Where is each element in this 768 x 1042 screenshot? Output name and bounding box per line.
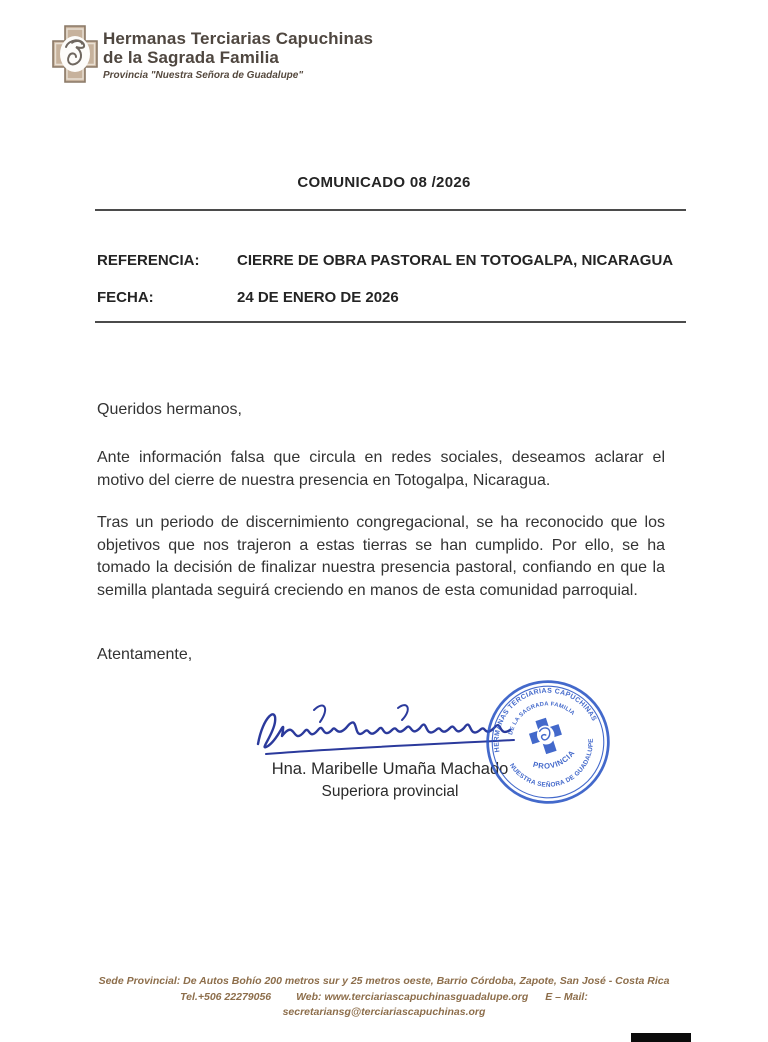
org-tagline: Provincia "Nuestra Señora de Guadalupe"	[103, 70, 304, 81]
footer-website: Web: www.terciariascapuchinasguadalupe.org	[296, 990, 529, 1003]
closing: Atentamente,	[97, 646, 193, 663]
footer-email-label: E – Mail:	[545, 990, 588, 1003]
reference-value: CIERRE DE OBRA PASTORAL EN TOTOGALPA, NICARAGUA	[237, 252, 674, 269]
stamp-arc-top-outer: HERMANAS TERCIARIAS CAPUCHINAS	[493, 687, 598, 753]
org-name-line1: Hermanas Terciarias Capuchinas	[103, 29, 374, 48]
stamp-arc-bottom: NUESTRA SEÑORA DE GUADALUPE	[507, 738, 595, 789]
scan-artifact-bar	[631, 1033, 691, 1042]
divider-meta	[95, 321, 686, 323]
signer-name: Hna. Maribelle Umaña Machado	[271, 760, 509, 778]
footer-email: secretariansg@terciariascapuchinas.org	[282, 1006, 486, 1018]
signer-title: Superiora provincial	[321, 783, 459, 800]
date-value: 24 DE ENERO DE 2026	[237, 289, 399, 306]
body-paragraph-1: Ante información falsa que circula en redes sociales, deseamos aclarar el motivo del cierre de nuestra presencia en Totogalpa, Nicaragua.	[97, 449, 665, 489]
congregation-cross-icon	[52, 25, 98, 83]
reference-label: REFERENCIA:	[97, 252, 200, 269]
body-paragraph-2: Tras un periodo de discernimiento congregacional, se ha reconocido que los objetivos que nos trajeron a estas tierras se han cumplido. Por ello, se ha tomado la decisión de finalizar nuestra presencia pastoral, confiando en que la semilla plantada seguirá creciendo en manos de esta comunidad parroquial.	[97, 514, 665, 599]
footer-phone: Tel.+506 22279056	[180, 990, 272, 1003]
provincial-seal-stamp	[484, 678, 612, 806]
stamp-middle-text: PROVINCIA	[531, 748, 577, 771]
footer-contact	[64, 974, 704, 1021]
footer-address: Sede Provincial: De Autos Bohío 200 metros sur y 25 metros oeste, Barrio Córdoba, Zapote, San José - Costa Rica	[98, 975, 670, 987]
stamp-arc-top-inner: DE LA SAGRADA FAMILIA	[508, 701, 576, 736]
divider-top	[95, 209, 686, 211]
org-name-line2: de la Sagrada Familia	[103, 48, 279, 67]
footer-contact-line	[64, 990, 704, 1006]
date-label: FECHA:	[97, 289, 154, 306]
communique-title: COMUNICADO 08 /2026	[297, 174, 471, 191]
letterhead-text	[103, 29, 373, 81]
salutation: Queridos hermanos,	[97, 401, 242, 418]
